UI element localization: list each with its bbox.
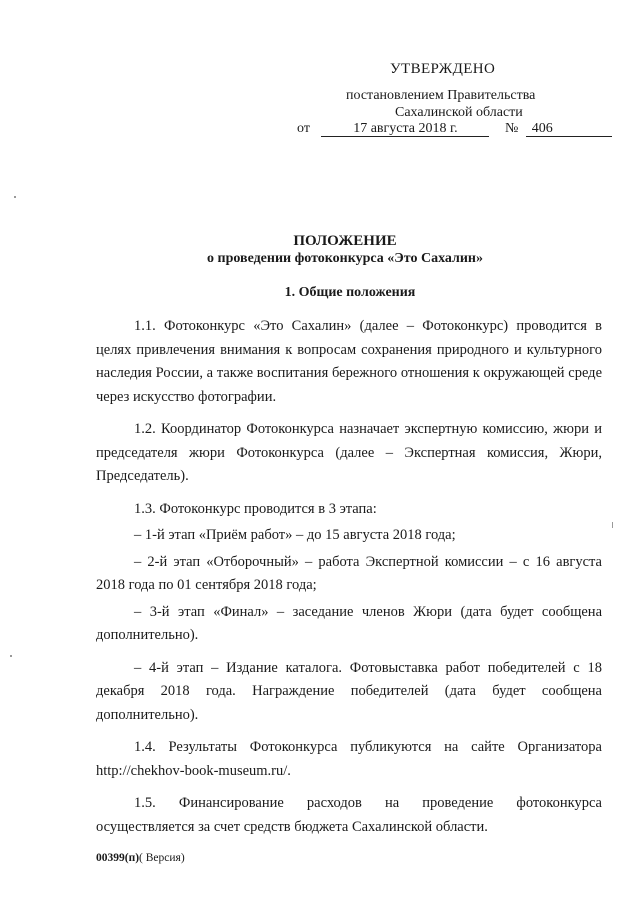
document-title: ПОЛОЖЕНИЕ xyxy=(293,233,397,249)
approval-date: 17 августа 2018 г. xyxy=(321,121,489,137)
stage-1-item: – 1-й этап «Приём работ» – до 15 августа 2018 года; xyxy=(134,527,456,543)
stage-3-item: – 3-й этап «Финал» – заседание членов Жюри (дата будет сообщена дополнительно). xyxy=(96,603,602,643)
paragraph-1-5: 1.5. Финансирование расходов на проведение фотоконкурса осуществляется за счет средств бюджета Сахалинской области. xyxy=(96,795,602,835)
footer-version: ( Версия) xyxy=(139,852,185,864)
paragraph-1-4: 1.4. Результаты Фотоконкурса публикуются на сайте Организатора http://chekhov-book-museum.ru/. xyxy=(96,739,602,779)
paragraph-1-1: 1.1. Фотоконкурс «Это Сахалин» (далее – Фотоконкурс) проводится в целях привлечения внимания к вопросам сохранения природного и культурного наследия России, а также воспитания бережного отношения к окружающей среде через искусство фотографии. xyxy=(96,318,602,405)
approval-from-label: от xyxy=(297,121,310,136)
scan-speck xyxy=(14,196,16,198)
approval-title: УТВЕРЖДЕНО xyxy=(390,61,496,77)
document-footer-code xyxy=(96,852,185,864)
footer-code: 00399(п) xyxy=(96,852,140,864)
paragraph-1-2: 1.2. Координатор Фотоконкурса назначает экспертную комиссию, жюри и председателя жюри Фотоконкурса (далее – Экспертная комиссия, Жюри, Председатель). xyxy=(96,421,602,484)
document-subtitle: о проведении фотоконкурса «Это Сахалин» xyxy=(207,251,483,266)
approval-number-label: № xyxy=(504,121,519,136)
approval-number: 406 xyxy=(526,121,612,137)
approval-date-row xyxy=(297,121,612,137)
paragraph-1-3: 1.3. Фотоконкурс проводится в 3 этапа: xyxy=(134,500,377,517)
section-title: 1. Общие положения xyxy=(284,285,416,300)
stage-2-item: – 2-й этап «Отборочный» – работа Экспертной комиссии – с 16 августа 2018 года по 01 сентября 2018 года; xyxy=(96,553,602,593)
stage-4-item: – 4-й этап – Издание каталога. Фотовыставка работ победителей с 18 декабря 2018 года. Награждение победителей (дата будет сообщена дополнительно). xyxy=(96,659,602,723)
approval-line-2: Сахалинской области xyxy=(395,105,523,120)
scan-speck xyxy=(612,522,613,528)
approval-line-1: постановлением Правительства xyxy=(346,88,536,103)
document-body xyxy=(96,315,602,848)
scan-speck xyxy=(10,655,12,657)
